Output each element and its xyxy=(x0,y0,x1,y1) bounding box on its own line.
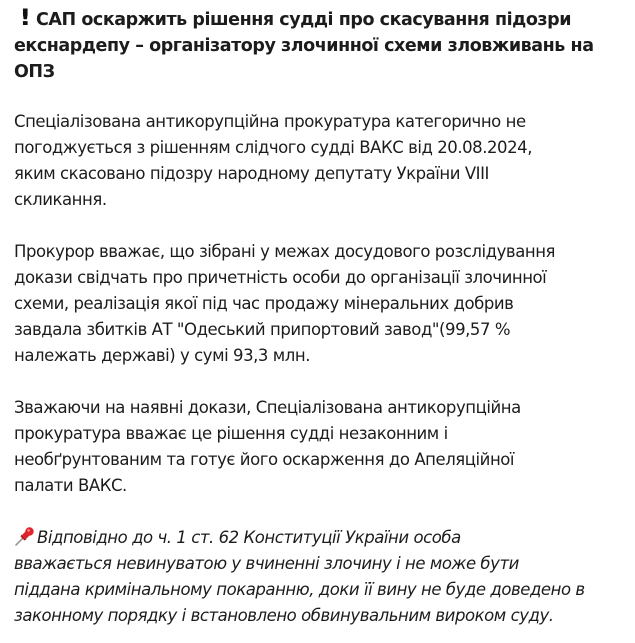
title-line-1-text: САП оскаржить рішення судді про скасування підозри xyxy=(36,10,572,30)
paragraph-line: Прокурор вважає, що зібрані у межах досудового розслідування xyxy=(14,242,556,261)
paragraph-line: вважається невинуватою у вчиненні злочину і не може бути xyxy=(14,554,519,573)
paragraph-prosecutor-evidence xyxy=(14,239,623,369)
paragraph-line: завдала збитків АТ "Одеський припортовий завод"(99,57 % xyxy=(14,320,511,339)
paragraph-line: схеми, реалізація якої під час продажу мінеральних добрив xyxy=(14,294,514,313)
pushpin-icon xyxy=(14,525,36,547)
paragraph-line: належать державі) у сумі 93,3 млн. xyxy=(14,346,310,365)
paragraph-line: погоджується з рішенням слідчого судді ВАКС від 20.08.2024, xyxy=(14,138,532,157)
paragraph-line: палати ВАКС. xyxy=(14,476,127,495)
title-line-3: ОПЗ xyxy=(14,62,55,82)
post-title xyxy=(14,6,623,85)
paragraph-presumption-of-innocence xyxy=(14,525,623,629)
exclamation-icon: ! xyxy=(19,6,31,31)
title-line-1 xyxy=(14,6,623,33)
paragraph-line: Спеціалізована антикорупційна прокуратура категорично не xyxy=(14,112,526,131)
paragraph-line: прокуратура вважає це рішення судді незаконним і xyxy=(14,424,448,443)
paragraph-line: докази свідчать про причетність особи до організації злочинної xyxy=(14,268,547,287)
paragraph-line: необґрунтованим та готує його оскарження до Апеляційної xyxy=(14,450,515,469)
paragraph-sap-disagrees xyxy=(14,109,623,213)
paragraph-line: Зважаючи на наявні докази, Спеціалізована антикорупційна xyxy=(14,398,521,417)
paragraph-appeal xyxy=(14,395,623,499)
paragraph-line: яким скасовано підозру народному депутату України VIII xyxy=(14,164,489,183)
paragraph-line: піддана кримінальному покаранню, доки її вину не буде доведено в xyxy=(14,580,585,599)
paragraph-line-with-pin xyxy=(14,525,623,551)
paragraph-line: законному порядку і встановлено обвинувальним вироком суду. xyxy=(14,606,554,625)
title-line-2: екснардепу – організатору злочинної схеми зловживань на xyxy=(14,36,594,56)
paragraph-line: скликання. xyxy=(14,190,107,209)
paragraph-line-text: Відповідно до ч. 1 ст. 62 Конституції України особа xyxy=(37,528,461,547)
